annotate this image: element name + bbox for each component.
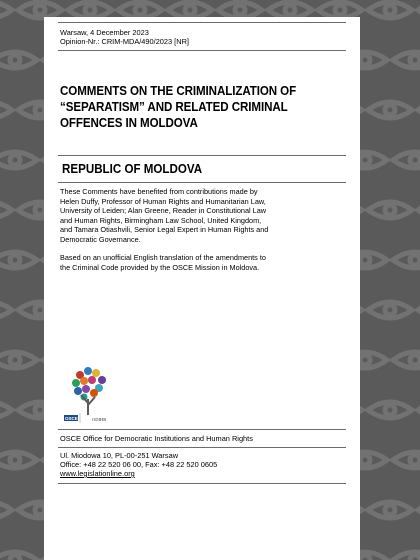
date-line: Warsaw, 4 December 2023: [60, 28, 149, 37]
website-link[interactable]: www.legislationline.org: [60, 469, 135, 478]
address: Ul. Miodowa 10, PL-00-251 Warsaw: [60, 451, 179, 460]
opinion-number: Opinion-Nr.: CRIM-MDA/490/2023 [NR]: [60, 37, 189, 46]
top-rule: [58, 22, 346, 23]
country-rule: [58, 182, 346, 183]
document-title: [60, 83, 323, 131]
header-rule: [58, 50, 346, 51]
title-line: OFFENCES IN MOLDOVA: [60, 116, 198, 130]
cover-card: [44, 17, 360, 560]
contact-numbers: Office: +48 22 520 06 00, Fax: +48 22 520 0605: [60, 460, 218, 469]
footer-rule-2: [58, 447, 346, 448]
country-heading: REPUBLIC OF MOLDOVA: [62, 162, 203, 176]
footer-rule: [58, 429, 346, 430]
contributors-paragraph: These Comments have benefited from contributions made by Helen Duffy, Professor of Human Rights and Humanitarian Law, University of Leiden; Alan Greene, Reader in Constitutional Law and Human Rights, Birmingham Law School, United Kingdom, and Tamara Otiashvili, Senior Legal Expert in Human Rights and Democratic Governance.: [60, 187, 269, 244]
odihr-label: ODIHR: [92, 417, 107, 422]
title-rule: [58, 155, 346, 156]
osce-label: OSCE: [65, 416, 78, 421]
odihr-tree-icon: [64, 363, 124, 429]
title-line: COMMENTS ON THE CRIMINALIZATION OF: [60, 84, 297, 98]
translation-note: Based on an unofficial English translation of the amendments to the Criminal Code provided by the OSCE Mission in Moldova.: [60, 253, 266, 272]
org-name: OSCE Office for Democratic Institutions and Human Rights: [60, 434, 253, 443]
bottom-rule: [58, 483, 346, 484]
title-line: “SEPARATISM” AND RELATED CRIMINAL: [60, 100, 288, 114]
odihr-logo: [64, 363, 124, 429]
